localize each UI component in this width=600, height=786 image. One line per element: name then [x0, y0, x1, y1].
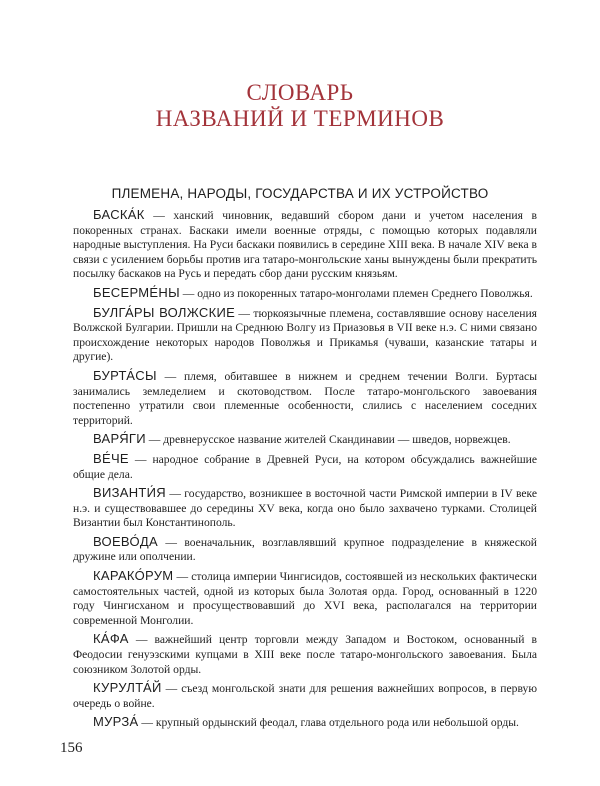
entry-term: ВИЗАНТИ́Я [93, 485, 166, 501]
entry-definition: — съезд монгольской знати для решения важнейших вопросов, в первую очередь о войне. [73, 682, 537, 710]
entry-murza [73, 715, 537, 731]
entry-voevoda [73, 535, 537, 565]
entry-kafa [73, 632, 537, 677]
entry-term: БАСКА́К [93, 207, 145, 222]
entry-definition: — народное собрание в Древней Руси, на котором обсуждались важнейшие общие дела. [73, 452, 537, 481]
entry-term: ВОЕВО́ДА [93, 533, 158, 549]
entry-vizantiya [73, 486, 537, 531]
entry-baskak [73, 208, 537, 282]
entry-term: КУРУЛТА́Й [93, 680, 162, 696]
entry-definition: — столица империи Чингисидов, состоявшей из нескольких фактически самостоятельных частей, одной из которых была Золотая орда. Город, основанный в 1220 году Чингисханом и просуществовавший до XVI века, располагался на территории современной Монголии. [73, 570, 537, 627]
entry-karakorum [73, 569, 537, 628]
entry-term: МУРЗА́ [93, 714, 139, 730]
entry-definition: — ханский чиновник, ведавший сбором дани и учетом населения в покоренных странах. Баскаки имели военные отряды, с помощью которых подавляли народные выступления. На Руси баскаки появились в середине XIII века. В начале XIV века в связи с усилением борьбы против ига татаро-монгольские ханы вынуждены были прекратить посылку баскаков на Русь и передать сбор дани русским князьям. [73, 209, 537, 281]
entry-kurultay [73, 681, 537, 711]
entry-burtasy [73, 369, 537, 428]
entry-term: ВЕ́ЧЕ [93, 450, 129, 466]
entry-definition: — важнейший центр торговли между Западом и Востоком, основанный в Феодосии генуэзскими купцами в XIII веке после татаро-монгольского завоевания. Была союзником Золотой орды. [73, 633, 537, 676]
entry-definition: — одно из покоренных татаро-монголами племен Среднего Поволжья. [179, 286, 533, 300]
entry-term: БУРТА́СЫ [93, 367, 157, 383]
page-number: 156 [60, 740, 83, 756]
entry-definition: — крупный ордынский феодал, глава отдельного рода или небольшой орды. [138, 716, 519, 730]
entry-term: БЕСЕРМЕ́НЫ [93, 284, 180, 300]
entry-definition: — древнерусское название жителей Скандинавии — шведов, норвежцев. [145, 433, 511, 447]
entry-definition: — государство, возникшее в восточной части Римской империи в IV веке н.э. и существовавшее до середины XV века, когда оно было захвачено турками. Столицей Византии был Константинополь. [73, 487, 537, 530]
entry-list [73, 208, 537, 735]
page-title-line2: НАЗВАНИЙ И ТЕРМИНОВ [155, 106, 445, 131]
entry-definition: — военачальник, возглавлявший крупное подразделение в княжеской дружине или ополчении. [73, 535, 537, 564]
entry-varyagi [73, 432, 537, 448]
section-heading: ПЛЕМЕНА, НАРОДЫ, ГОСУДАРСТВА И ИХ УСТРОЙСТВО [111, 186, 489, 201]
entry-bulgary [73, 306, 537, 365]
entry-term: КА́ФА [93, 631, 129, 647]
entry-term: ВАРЯ́ГИ [93, 431, 146, 447]
page-title-line1: СЛОВАРЬ [246, 80, 354, 105]
entry-term: КАРАКО́РУМ [93, 568, 174, 584]
entry-definition: — тюркоязычные племена, составлявшие основу населения Волжской Булгарии. Пришли на Среднюю Волгу из Приазовья в VII веке н.э. С ними связано происхождение некоторых народов Поволжья и Прикамья (чуваши, казанские татары и другие). [73, 306, 538, 364]
entry-veche [73, 452, 537, 482]
entry-definition: — племя, обитавшее в нижнем и среднем течении Волги. Буртасы занимались земледелием и скотоводством. После татаро-монгольского завоевания постепенно утратили свои племенные особенности, слились с населением соседних территорий. [73, 369, 537, 427]
entry-besermeny [73, 286, 537, 302]
entry-term: БУЛГА́РЫ ВОЛЖСКИЕ [93, 304, 236, 320]
